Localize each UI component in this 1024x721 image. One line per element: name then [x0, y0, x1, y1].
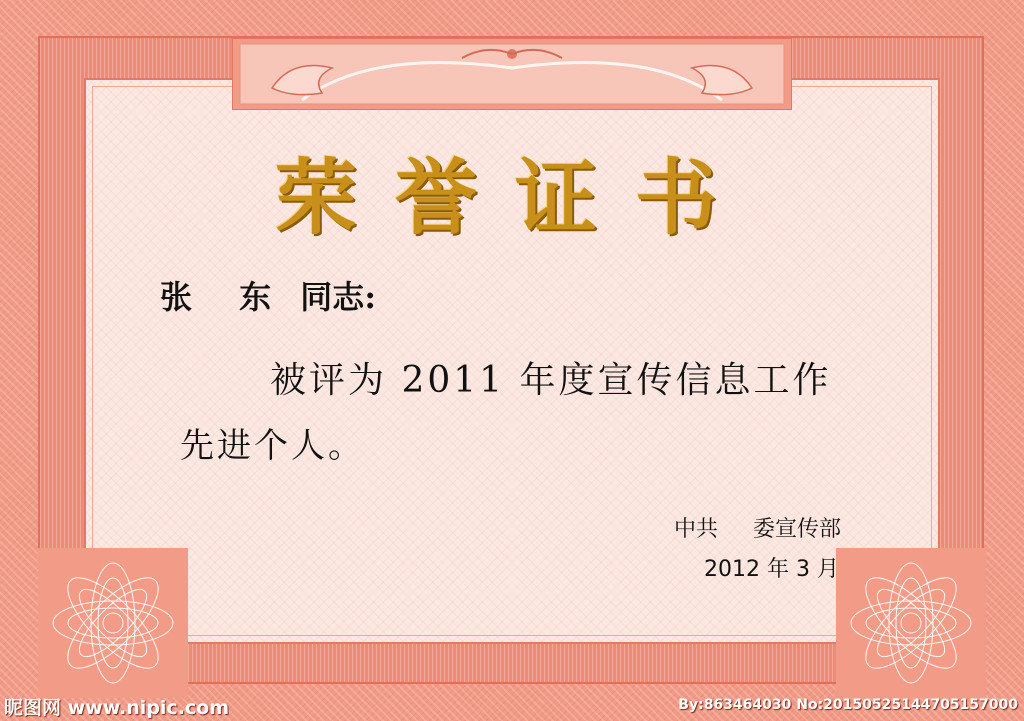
top-scroll-ornament: [232, 38, 792, 110]
award-text-line-1: 被评为 2011 年度宣传信息工作: [270, 360, 832, 401]
award-text-line-2: 先进个人。: [180, 426, 365, 466]
site-watermark: 昵图网 www.nipic.com: [4, 697, 230, 719]
recipient-line: [160, 272, 376, 318]
certificate-title: 荣誉证书: [274, 150, 755, 246]
recipient-suffix: 同志:: [300, 278, 377, 316]
bottom-right-rosette-ornament: [836, 548, 986, 698]
issue-date: 2012 年 3 月: [704, 557, 839, 582]
recipient-name: 张 东: [160, 278, 290, 316]
bottom-left-rosette-ornament: [38, 548, 188, 698]
image-id-watermark: By:863464030 No:20150525144705157000: [678, 697, 1018, 713]
issuer: 中共 委宣传部: [674, 517, 841, 542]
